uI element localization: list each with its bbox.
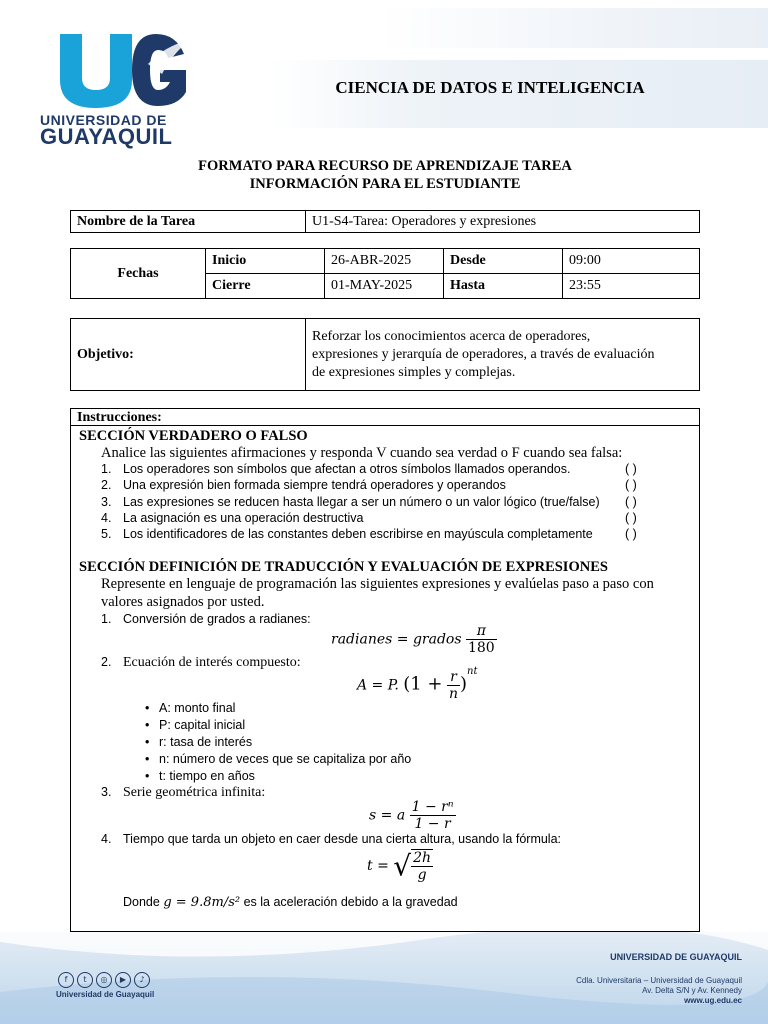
tf-item-number: 4. bbox=[101, 511, 112, 525]
tf-item-text: Los identificadores de las constantes deben escribirse en mayúscula completamente bbox=[123, 527, 593, 541]
geometric-series-formula bbox=[369, 799, 456, 832]
until-label: Hasta bbox=[444, 274, 563, 299]
sqrt-icon: √ bbox=[393, 849, 412, 883]
task-name-value: U1-S4-Tarea: Operadores y expresiones bbox=[306, 211, 700, 233]
bullet-text: A: monto final bbox=[159, 701, 236, 715]
expr-item bbox=[101, 655, 301, 671]
fraction-numerator: 2h bbox=[413, 850, 432, 866]
tiktok-icon[interactable]: ♪ bbox=[134, 972, 150, 988]
tf-section-title: SECCIÓN VERDADERO O FALSO bbox=[79, 428, 308, 444]
fraction bbox=[447, 669, 460, 702]
task-name-table bbox=[70, 210, 700, 233]
end-label: Cierre bbox=[206, 274, 325, 299]
gravity-note-prefix: Donde bbox=[123, 895, 160, 909]
youtube-icon[interactable]: ▶ bbox=[115, 972, 131, 988]
twitter-icon[interactable]: t bbox=[77, 972, 93, 988]
tf-item bbox=[101, 462, 681, 476]
tf-item-number: 5. bbox=[101, 527, 112, 541]
tf-item-number: 3. bbox=[101, 495, 112, 509]
tf-answer-box[interactable]: ( ) bbox=[625, 495, 637, 509]
footer-social-name: Universidad de Guayaquil bbox=[56, 990, 155, 999]
expr-item-number: 1. bbox=[101, 612, 112, 626]
tf-item-text: Una expresión bien formada siempre tendrá operadores y operandos bbox=[123, 478, 506, 492]
objective-table bbox=[70, 318, 700, 391]
expr-intro-line2: valores asignados por usted. bbox=[101, 594, 265, 610]
variable-bullet: • n: número de veces que se capitaliza por año bbox=[145, 752, 412, 766]
tf-item bbox=[101, 478, 681, 492]
formula-exponent: nt bbox=[467, 665, 478, 677]
objective-line2: expresiones y jerarquía de operadores, a través de evaluación bbox=[312, 346, 655, 362]
end-date: 01-MAY-2025 bbox=[325, 274, 444, 299]
tf-item bbox=[101, 527, 681, 541]
fraction bbox=[411, 849, 433, 883]
gravity-note bbox=[123, 895, 703, 910]
objective-line1: Reforzar los conocimientos acerca de operadores, bbox=[312, 328, 591, 344]
formula-paren-open: (1 + bbox=[403, 673, 443, 695]
variable-bullet: • t: tiempo en años bbox=[145, 769, 255, 783]
task-name-label: Nombre de la Tarea bbox=[71, 211, 306, 233]
tf-item bbox=[101, 495, 681, 509]
fraction-numerator: 1 − rⁿ bbox=[411, 799, 454, 815]
expr-section-title: SECCIÓN DEFINICIÓN DE TRADUCCIÓN Y EVALUACIÓN DE EXPRESIONES bbox=[79, 559, 608, 575]
bullet-text: n: número de veces que se capitaliza por año bbox=[159, 752, 412, 766]
expr-item-text: Tiempo que tarda un objeto en caer desde una cierta altura, usando la fórmula: bbox=[123, 832, 562, 846]
formula-lhs: radianes = grados bbox=[331, 631, 462, 648]
instructions-label: Instrucciones: bbox=[71, 409, 699, 426]
logo-text-line1: UNIVERSIDAD DE bbox=[40, 112, 167, 128]
expr-item-text: Conversión de grados a radianes: bbox=[123, 612, 311, 626]
expr-item-number: 3. bbox=[101, 785, 112, 799]
variable-bullet: • A: monto final bbox=[145, 701, 236, 715]
social-icons bbox=[58, 972, 150, 988]
fraction-numerator: π bbox=[466, 623, 497, 640]
expr-item-number: 4. bbox=[101, 832, 112, 846]
header-decor-band bbox=[380, 8, 768, 48]
tf-answer-box[interactable]: ( ) bbox=[625, 511, 637, 525]
tf-item-text: Las expresiones se reducen hasta llegar a ser un número o un valor lógico (true/false) bbox=[123, 495, 600, 509]
fraction-denominator: 180 bbox=[467, 640, 495, 656]
fraction-denominator: n bbox=[448, 686, 458, 702]
tf-item-text: La asignación es una operación destructiva bbox=[123, 511, 364, 525]
objective-line3: de expresiones simples y complejas. bbox=[312, 364, 516, 380]
expr-item bbox=[101, 832, 681, 846]
compound-interest-formula bbox=[357, 665, 478, 702]
variable-bullet: • r: tasa de interés bbox=[145, 735, 253, 749]
fraction-denominator: g bbox=[417, 867, 427, 883]
tf-item bbox=[101, 511, 681, 525]
subtitle-line1: FORMATO PARA RECURSO DE APRENDIZAJE TAREA bbox=[198, 158, 572, 174]
tf-answer-box[interactable]: ( ) bbox=[625, 478, 637, 492]
ug-logo-icon bbox=[52, 30, 192, 108]
page-subtitle bbox=[70, 157, 700, 193]
footer-org-name: UNIVERSIDAD DE GUAYAQUIL bbox=[610, 952, 742, 962]
expr-item-text: Ecuación de interés compuesto: bbox=[123, 655, 301, 670]
logo-text-line2: GUAYAQUIL bbox=[40, 124, 173, 149]
start-date: 26-ABR-2025 bbox=[325, 249, 444, 274]
variable-bullet: • P: capital inicial bbox=[145, 718, 246, 732]
expr-item-number: 2. bbox=[101, 655, 112, 669]
fraction-numerator: r bbox=[447, 669, 460, 686]
start-label: Inicio bbox=[206, 249, 325, 274]
instagram-icon[interactable]: ◎ bbox=[96, 972, 112, 988]
objective-text bbox=[306, 319, 700, 391]
tf-item-text: Los operadores son símbolos que afectan a otros símbolos llamados operandos. bbox=[123, 462, 571, 476]
tf-intro: Analice las siguientes afirmaciones y responda V cuando sea verdad o F cuando sea falsa: bbox=[101, 445, 623, 461]
tf-answer-box[interactable]: ( ) bbox=[625, 527, 637, 541]
footer-address bbox=[542, 976, 742, 1006]
university-logo bbox=[40, 30, 190, 149]
expr-intro-line1: Represente en lenguaje de programación las siguientes expresiones y evalúelas paso a paso con bbox=[101, 576, 654, 592]
footer-address-line1: Cdla. Universitaria – Universidad de Guayaquil bbox=[576, 976, 742, 985]
from-label: Desde bbox=[444, 249, 563, 274]
instructions-box bbox=[70, 408, 700, 932]
bullet-text: r: tasa de interés bbox=[159, 735, 253, 749]
footer-address-line2: Av. Delta S/N y Av. Kennedy bbox=[642, 986, 742, 995]
formula-lhs: s = a bbox=[369, 807, 406, 824]
bullet-text: P: capital inicial bbox=[159, 718, 246, 732]
tf-item-number: 2. bbox=[101, 478, 112, 492]
expr-item bbox=[101, 785, 265, 801]
fraction bbox=[466, 623, 497, 656]
gravity-formula: g = 9.8m/s² bbox=[163, 895, 241, 910]
gravity-note-suffix: es la aceleración debido a la gravedad bbox=[243, 895, 458, 909]
dates-table bbox=[70, 248, 700, 299]
dates-label: Fechas bbox=[71, 249, 206, 299]
formula-lhs: A = P. bbox=[357, 677, 399, 694]
fall-time-formula bbox=[367, 849, 433, 883]
formula-paren-close: ) bbox=[460, 673, 468, 695]
fraction bbox=[410, 799, 456, 832]
tf-item-number: 1. bbox=[101, 462, 112, 476]
formula-lhs: t = bbox=[367, 858, 389, 874]
bullet-text: t: tiempo en años bbox=[159, 769, 255, 783]
fraction-denominator: 1 − r bbox=[414, 816, 451, 832]
page-title: CIENCIA DE DATOS E INTELIGENCIA bbox=[335, 78, 645, 97]
objective-label: Objetivo: bbox=[71, 319, 306, 391]
from-time: 09:00 bbox=[563, 249, 700, 274]
expr-item-text: Serie geométrica infinita: bbox=[123, 785, 266, 800]
until-time: 23:55 bbox=[563, 274, 700, 299]
facebook-icon[interactable]: f bbox=[58, 972, 74, 988]
tf-answer-box[interactable]: ( ) bbox=[625, 462, 637, 476]
radians-formula bbox=[331, 623, 497, 656]
subtitle-line2: INFORMACIÓN PARA EL ESTUDIANTE bbox=[249, 176, 521, 192]
footer-website-link[interactable]: www.ug.edu.ec bbox=[684, 996, 742, 1005]
